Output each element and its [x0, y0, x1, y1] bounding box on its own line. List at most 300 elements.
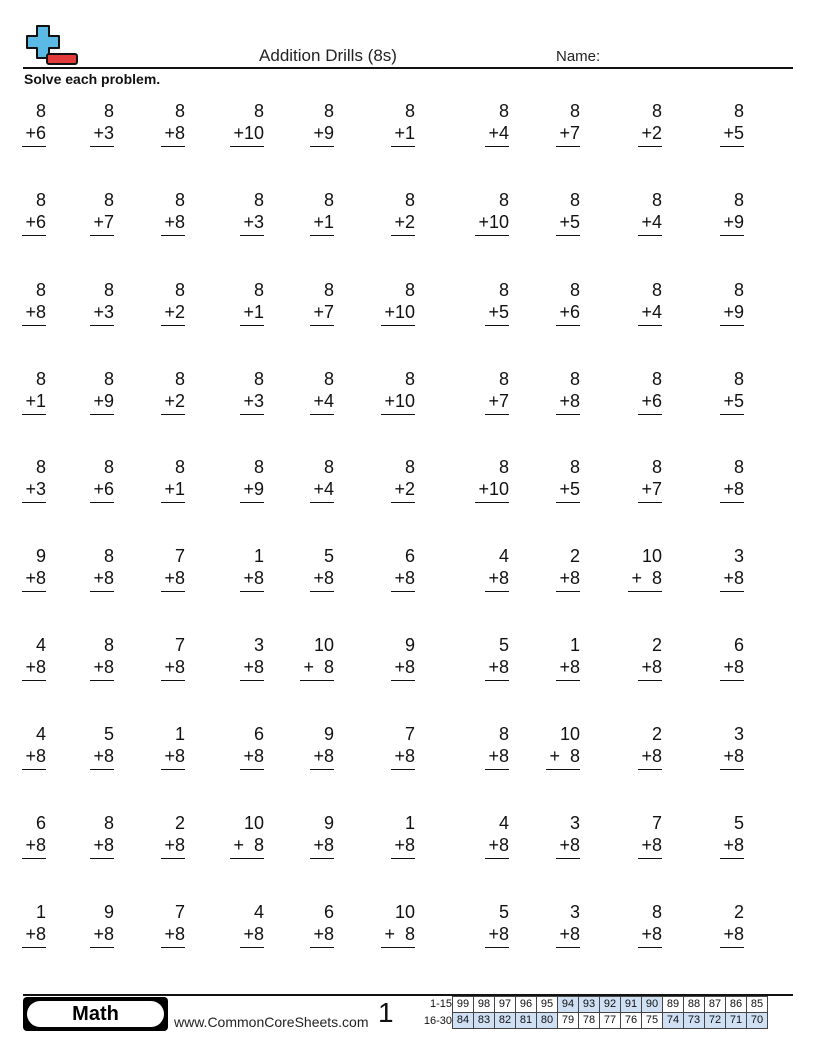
problem-addend-bottom: +8 [243, 657, 264, 677]
addition-problem [682, 456, 744, 500]
addition-problem [682, 634, 744, 678]
problem-addend-top: 8 [103, 546, 114, 566]
problem-addend-top: 8 [404, 280, 415, 300]
problem-addend-bottom: +8 [723, 924, 744, 944]
answer-line [161, 146, 185, 147]
addition-problem [52, 456, 114, 500]
answer-line [485, 769, 509, 770]
addition-problem [518, 812, 580, 856]
score-key-cell: 91 [621, 997, 642, 1013]
problem-addend-top: 8 [404, 369, 415, 389]
addition-problem [123, 100, 185, 144]
score-key-table [452, 996, 768, 1029]
addition-problem [0, 368, 46, 412]
answer-line [556, 947, 580, 948]
problem-addend-top: 2 [174, 813, 185, 833]
answer-line [240, 680, 264, 681]
score-key-cell: 82 [495, 1013, 516, 1029]
addition-problem [272, 634, 334, 678]
answer-line [90, 947, 114, 948]
addition-problem [447, 901, 509, 945]
problem-addend-top: 3 [253, 635, 264, 655]
problem-addend-top: 8 [35, 101, 46, 121]
score-key-cell: 86 [726, 997, 747, 1013]
addition-problem [682, 100, 744, 144]
answer-line [161, 858, 185, 859]
addition-problem [682, 189, 744, 233]
problem-addend-bottom: +8 [25, 568, 46, 588]
answer-line [90, 146, 114, 147]
addition-problem [0, 189, 46, 233]
problem-addend-top: 8 [733, 190, 744, 210]
problem-addend-bottom: +7 [313, 302, 334, 322]
problem-addend-top: 8 [404, 101, 415, 121]
addition-problem [52, 368, 114, 412]
addition-problem [52, 545, 114, 589]
problem-addend-top: 8 [651, 101, 662, 121]
score-key-cell: 84 [453, 1013, 474, 1029]
problem-addend-top: 1 [569, 635, 580, 655]
problem-addend-top: 1 [174, 724, 185, 744]
score-key-cell: 72 [705, 1013, 726, 1029]
problem-addend-bottom: +7 [559, 123, 580, 143]
answer-line [720, 769, 744, 770]
answer-line [161, 769, 185, 770]
answer-line [22, 414, 46, 415]
addition-problem [518, 368, 580, 412]
problem-addend-top: 8 [498, 101, 509, 121]
answer-line [720, 146, 744, 147]
problem-addend-bottom: +8 [164, 924, 185, 944]
problem-addend-bottom: +4 [641, 302, 662, 322]
problem-addend-top: 8 [498, 280, 509, 300]
addition-problem [447, 723, 509, 767]
problem-row [0, 723, 816, 783]
problem-addend-bottom: +8 [25, 924, 46, 944]
problem-row [0, 279, 816, 339]
problem-addend-top: 5 [498, 635, 509, 655]
problem-addend-bottom: +8 [394, 657, 415, 677]
problem-addend-bottom: +1 [313, 212, 334, 232]
addition-problem [123, 279, 185, 323]
score-key-cell: 74 [663, 1013, 684, 1029]
problem-addend-top: 8 [253, 457, 264, 477]
addition-problem [682, 901, 744, 945]
answer-line [638, 680, 662, 681]
addition-problem [600, 812, 662, 856]
score-key-cell: 88 [684, 997, 705, 1013]
problem-addend-top: 10 [313, 635, 334, 655]
answer-line [22, 858, 46, 859]
problem-row [0, 901, 816, 961]
problem-addend-top: 8 [174, 369, 185, 389]
addition-problem [447, 545, 509, 589]
score-key-cell: 73 [684, 1013, 705, 1029]
problem-addend-bottom: +8 [723, 568, 744, 588]
answer-line [381, 947, 415, 948]
score-key-label: 1-15 [429, 998, 452, 1010]
problem-addend-top: 8 [498, 190, 509, 210]
problem-addend-bottom: +10 [478, 212, 509, 232]
problem-addend-top: 8 [323, 190, 334, 210]
answer-line [638, 858, 662, 859]
problem-addend-bottom: +8 [641, 835, 662, 855]
score-key-cell: 89 [663, 997, 684, 1013]
problem-addend-bottom: +10 [478, 479, 509, 499]
addition-problem [353, 634, 415, 678]
addition-problem [353, 456, 415, 500]
problem-addend-top: 4 [253, 902, 264, 922]
score-key-row [453, 997, 768, 1013]
addition-problem [447, 100, 509, 144]
problem-addend-top: 8 [35, 280, 46, 300]
answer-line [720, 858, 744, 859]
answer-line [90, 680, 114, 681]
answer-line [485, 947, 509, 948]
addition-problem [272, 279, 334, 323]
problem-addend-top: 6 [323, 902, 334, 922]
score-key-cell: 85 [747, 997, 768, 1013]
addition-problem [682, 279, 744, 323]
problem-addend-bottom: +3 [93, 123, 114, 143]
answer-line [556, 146, 580, 147]
score-key-cell: 87 [705, 997, 726, 1013]
answer-line [310, 414, 334, 415]
addition-problem [123, 723, 185, 767]
problem-addend-bottom: +8 [559, 657, 580, 677]
addition-problem [123, 901, 185, 945]
problem-addend-top: 4 [35, 635, 46, 655]
answer-line [240, 414, 264, 415]
answer-line [391, 146, 415, 147]
problem-addend-top: 8 [569, 190, 580, 210]
problem-addend-top: 1 [35, 902, 46, 922]
answer-line [22, 502, 46, 503]
problem-addend-bottom: +3 [243, 212, 264, 232]
answer-line [240, 591, 264, 592]
answer-line [485, 591, 509, 592]
addition-problem [600, 545, 662, 589]
problem-addend-bottom: + 8 [384, 924, 415, 944]
addition-problem [0, 100, 46, 144]
addition-problem [0, 723, 46, 767]
addition-problem [518, 545, 580, 589]
score-key-cell: 90 [642, 997, 663, 1013]
answer-line [161, 235, 185, 236]
answer-line [310, 235, 334, 236]
addition-problem [272, 368, 334, 412]
addition-problem [272, 545, 334, 589]
answer-line [638, 769, 662, 770]
problem-addend-top: 8 [103, 635, 114, 655]
score-key-cell: 97 [495, 997, 516, 1013]
addition-problem [600, 723, 662, 767]
addition-problem [272, 189, 334, 233]
addition-problem [272, 812, 334, 856]
problem-addend-bottom: +10 [233, 123, 264, 143]
answer-line [556, 235, 580, 236]
score-key-cell: 83 [474, 1013, 495, 1029]
answer-line [22, 325, 46, 326]
problem-addend-bottom: +6 [25, 123, 46, 143]
problem-addend-bottom: +6 [25, 212, 46, 232]
problem-addend-bottom: +1 [394, 123, 415, 143]
addition-problem [447, 279, 509, 323]
problem-addend-top: 8 [103, 101, 114, 121]
addition-problem [518, 901, 580, 945]
problem-addend-bottom: +8 [723, 746, 744, 766]
score-key-labels [410, 996, 452, 1030]
answer-line [300, 680, 334, 681]
answer-line [391, 235, 415, 236]
problem-addend-bottom: +8 [394, 568, 415, 588]
addition-problem [0, 456, 46, 500]
problem-addend-top: 10 [243, 813, 264, 833]
problem-addend-bottom: +8 [243, 746, 264, 766]
answer-line [90, 858, 114, 859]
problem-addend-top: 6 [35, 813, 46, 833]
addition-problem [447, 368, 509, 412]
addition-problem [202, 100, 264, 144]
addition-problem [518, 279, 580, 323]
problem-addend-bottom: +4 [313, 391, 334, 411]
problem-addend-top: 4 [498, 813, 509, 833]
problem-addend-top: 7 [404, 724, 415, 744]
problem-addend-top: 8 [323, 457, 334, 477]
problem-addend-top: 7 [174, 546, 185, 566]
answer-line [22, 591, 46, 592]
addition-problem [202, 723, 264, 767]
answer-line [240, 769, 264, 770]
answer-line [485, 680, 509, 681]
addition-problem [518, 634, 580, 678]
problem-addend-bottom: +4 [641, 212, 662, 232]
problem-addend-top: 8 [498, 369, 509, 389]
answer-line [90, 502, 114, 503]
problem-row [0, 368, 816, 428]
problem-addend-bottom: +4 [313, 479, 334, 499]
problem-addend-bottom: +5 [723, 391, 744, 411]
answer-line [240, 325, 264, 326]
problem-addend-top: 8 [733, 457, 744, 477]
addition-problem [202, 545, 264, 589]
problem-addend-top: 8 [35, 369, 46, 389]
addition-problem [52, 901, 114, 945]
problem-addend-bottom: +2 [164, 391, 185, 411]
answer-line [556, 502, 580, 503]
addition-problem [272, 723, 334, 767]
problem-addend-top: 10 [394, 902, 415, 922]
problem-addend-top: 8 [498, 457, 509, 477]
problem-addend-top: 8 [253, 369, 264, 389]
answer-line [310, 769, 334, 770]
problem-addend-bottom: +10 [384, 391, 415, 411]
answer-line [628, 591, 662, 592]
addition-problem [518, 100, 580, 144]
problem-row [0, 456, 816, 516]
score-key-cell: 79 [558, 1013, 579, 1029]
instructions: Solve each problem. [24, 71, 161, 87]
problem-addend-bottom: +9 [243, 479, 264, 499]
problem-addend-top: 1 [253, 546, 264, 566]
addition-problem [600, 634, 662, 678]
problem-addend-top: 7 [174, 635, 185, 655]
score-key-cell: 70 [747, 1013, 768, 1029]
problem-addend-bottom: +8 [243, 924, 264, 944]
answer-line [638, 414, 662, 415]
problem-addend-bottom: +7 [641, 479, 662, 499]
problem-addend-top: 2 [651, 635, 662, 655]
answer-line [310, 947, 334, 948]
problem-addend-bottom: +8 [25, 746, 46, 766]
score-key-cell: 81 [516, 1013, 537, 1029]
problem-addend-top: 5 [498, 902, 509, 922]
problem-addend-bottom: +8 [723, 479, 744, 499]
addition-problem [600, 456, 662, 500]
problem-addend-bottom: +8 [488, 657, 509, 677]
answer-line [161, 502, 185, 503]
answer-line [391, 591, 415, 592]
answer-line [485, 325, 509, 326]
score-key-cell: 77 [600, 1013, 621, 1029]
addition-problem [52, 189, 114, 233]
answer-line [22, 680, 46, 681]
problem-addend-top: 8 [404, 457, 415, 477]
answer-line [556, 414, 580, 415]
problem-addend-bottom: +8 [559, 835, 580, 855]
problem-addend-bottom: +8 [164, 746, 185, 766]
problem-addend-bottom: +2 [394, 212, 415, 232]
answer-line [230, 858, 264, 859]
problem-addend-bottom: +2 [164, 302, 185, 322]
answer-line [381, 325, 415, 326]
problem-addend-bottom: +8 [313, 568, 334, 588]
score-key-cell: 80 [537, 1013, 558, 1029]
problem-addend-top: 7 [174, 902, 185, 922]
problem-addend-bottom: +8 [25, 302, 46, 322]
problem-addend-bottom: +8 [641, 924, 662, 944]
problem-row [0, 812, 816, 872]
problem-addend-bottom: +4 [488, 123, 509, 143]
problem-addend-top: 8 [733, 369, 744, 389]
problem-addend-top: 8 [35, 190, 46, 210]
problem-addend-bottom: +8 [559, 391, 580, 411]
answer-line [22, 947, 46, 948]
addition-problem [600, 279, 662, 323]
addition-problem [682, 812, 744, 856]
problem-addend-top: 3 [733, 546, 744, 566]
score-key-cell: 78 [579, 1013, 600, 1029]
problem-addend-bottom: +8 [313, 924, 334, 944]
answer-line [546, 769, 580, 770]
answer-line [485, 414, 509, 415]
problem-addend-bottom: +8 [164, 212, 185, 232]
addition-problem [202, 189, 264, 233]
problem-addend-bottom: +8 [93, 835, 114, 855]
addition-problem [52, 634, 114, 678]
answer-line [161, 591, 185, 592]
addition-problem [202, 634, 264, 678]
problem-addend-top: 9 [323, 724, 334, 744]
answer-line [391, 858, 415, 859]
problem-row [0, 100, 816, 160]
problem-addend-bottom: +8 [641, 657, 662, 677]
addition-problem [518, 189, 580, 233]
answer-line [240, 235, 264, 236]
score-key-cell: 93 [579, 997, 600, 1013]
answer-line [90, 414, 114, 415]
problem-addend-top: 9 [103, 902, 114, 922]
answer-line [240, 947, 264, 948]
addition-problem [682, 545, 744, 589]
answer-line [90, 235, 114, 236]
addition-problem [123, 189, 185, 233]
problem-addend-bottom: +3 [93, 302, 114, 322]
problem-addend-top: 10 [559, 724, 580, 744]
worksheet-title: Addition Drills (8s) [259, 46, 397, 65]
problem-addend-bottom: +8 [488, 835, 509, 855]
problem-addend-bottom: +5 [488, 302, 509, 322]
score-key-row [453, 1013, 768, 1029]
addition-problem [0, 812, 46, 856]
problem-addend-top: 8 [569, 101, 580, 121]
addition-problem [682, 368, 744, 412]
addition-problem [123, 368, 185, 412]
problem-addend-bottom: +8 [723, 835, 744, 855]
problem-addend-top: 8 [174, 457, 185, 477]
answer-line [720, 680, 744, 681]
addition-problem [202, 279, 264, 323]
score-key-cell: 71 [726, 1013, 747, 1029]
problem-addend-bottom: +9 [313, 123, 334, 143]
score-key-cell: 98 [474, 997, 495, 1013]
problem-addend-bottom: +9 [723, 212, 744, 232]
problem-addend-bottom: +2 [394, 479, 415, 499]
problem-addend-top: 8 [323, 101, 334, 121]
addition-problem [353, 189, 415, 233]
problem-addend-top: 4 [35, 724, 46, 744]
problem-addend-top: 6 [253, 724, 264, 744]
addition-problem [123, 456, 185, 500]
answer-line [161, 414, 185, 415]
problem-addend-bottom: +2 [641, 123, 662, 143]
problem-addend-bottom: +9 [93, 391, 114, 411]
answer-line [391, 502, 415, 503]
problem-addend-bottom: +5 [559, 479, 580, 499]
answer-line [391, 769, 415, 770]
answer-line [475, 502, 509, 503]
answer-line [720, 502, 744, 503]
name-label: Name: [556, 48, 601, 65]
answer-line [485, 146, 509, 147]
problem-addend-top: 10 [641, 546, 662, 566]
problem-addend-bottom: +8 [488, 924, 509, 944]
problem-addend-top: 8 [651, 457, 662, 477]
problem-addend-top: 2 [651, 724, 662, 744]
subject-label: Math [27, 1001, 164, 1027]
problem-addend-top: 8 [253, 101, 264, 121]
answer-line [230, 146, 264, 147]
problem-addend-bottom: +5 [723, 123, 744, 143]
problem-addend-top: 8 [103, 280, 114, 300]
addition-problem [272, 100, 334, 144]
addition-problem [52, 279, 114, 323]
score-key-cell: 99 [453, 997, 474, 1013]
problem-addend-bottom: +10 [384, 302, 415, 322]
answer-line [90, 591, 114, 592]
problem-addend-bottom: +8 [243, 568, 264, 588]
problem-addend-top: 5 [103, 724, 114, 744]
